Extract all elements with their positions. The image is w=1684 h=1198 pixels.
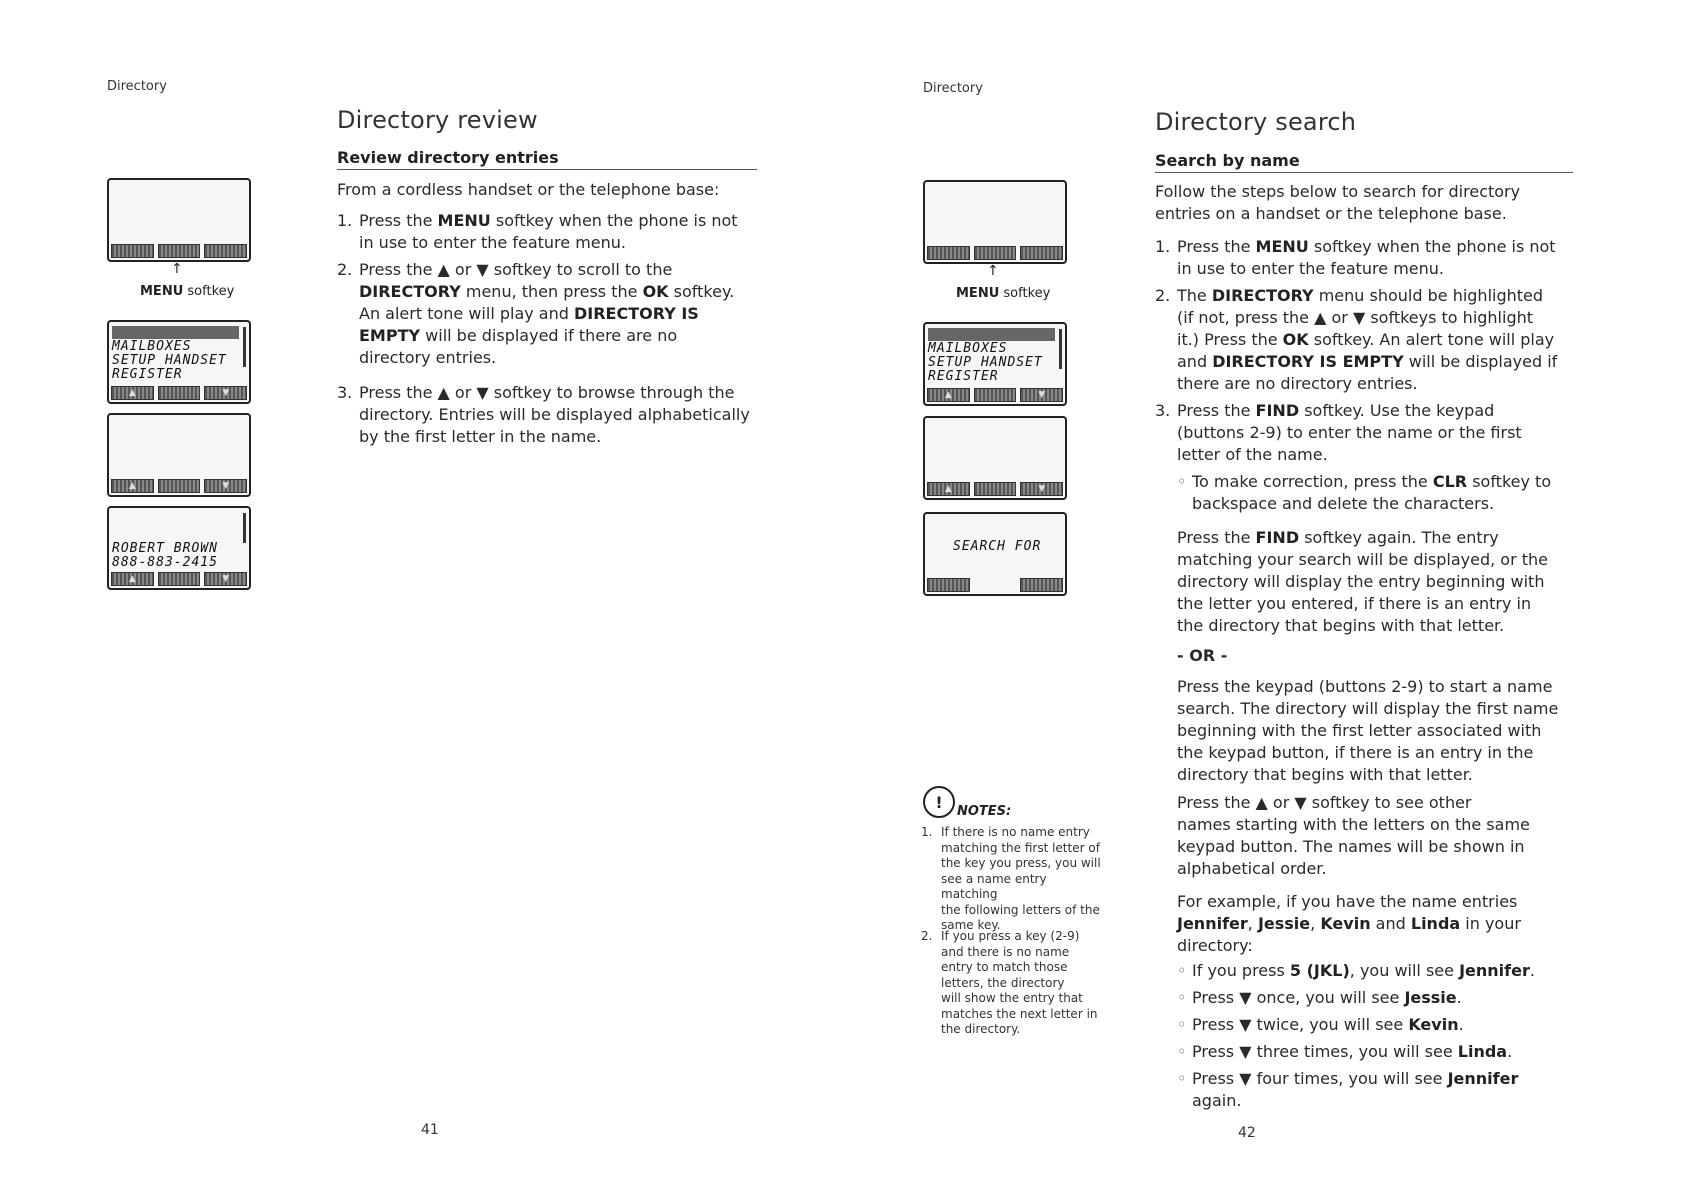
highlighted-menu-row (928, 328, 1055, 341)
bullet-line: To make correction, press the CLR softkey to (1192, 472, 1552, 491)
step-line: The DIRECTORY menu should be highlighted (1177, 286, 1544, 305)
softkey-icon (158, 386, 201, 400)
or-separator: - OR - (1177, 646, 1228, 665)
down-arrow-softkey-icon: ▼ (204, 572, 247, 586)
phone-screen-search (923, 512, 1067, 596)
phone-screen-blank (923, 416, 1067, 500)
bullet-line: backspace and delete the characters. (1192, 494, 1495, 513)
lcd-line: MAILBOXES (112, 339, 192, 354)
bullet-icon: ◦ (1177, 961, 1187, 980)
find-again-paragraph: Press the FIND softkey again. The entry matching your search will be displayed, or the directory will display the entry beginning with the letter you entered, if there is an entry in the directory that begins with that letter. (1177, 528, 1549, 635)
example-bullet: ◦ Press ▼ twice, you will see Kevin. (1177, 1015, 1464, 1034)
step-number: 3. (337, 383, 353, 402)
bullet-icon: ◦ (1177, 1069, 1187, 1088)
step-line: EMPTY will be displayed if there are no (359, 326, 678, 345)
section-rule-right (1155, 172, 1573, 173)
intro-text-right: Follow the steps below to search for directory entries on a handset or the telephone base. (1155, 182, 1521, 223)
step-number: 1. (337, 211, 353, 230)
step-line: and DIRECTORY IS EMPTY will be displayed if (1177, 352, 1558, 371)
phone-screen-idle (923, 180, 1067, 264)
page-number-right: 42 (1238, 1125, 1256, 1141)
up-arrow-softkey-icon: ▲ (111, 386, 154, 400)
phone-screen-entry (107, 506, 251, 590)
softkey-icon (927, 246, 970, 260)
step-number: 3. (1155, 401, 1171, 420)
step-line: Press the FIND softkey. Use the keypad (1177, 401, 1495, 420)
softkey-icon (158, 479, 201, 493)
highlighted-menu-row (112, 326, 239, 339)
notes-icon: ! (923, 786, 955, 818)
bullet-icon: ◦ (1177, 988, 1187, 1007)
lcd-line: SETUP HANDSET (928, 355, 1043, 370)
scrollbar-icon (1059, 329, 1062, 369)
step-line: letter of the name. (1177, 445, 1328, 464)
note-number: 2. (921, 929, 933, 943)
up-arrow-softkey-icon: ▲ (927, 388, 970, 402)
bullet-icon: ◦ (1177, 472, 1187, 491)
page-number-left: 41 (421, 1122, 439, 1138)
step-1-right (1155, 236, 1595, 280)
lcd-line: REGISTER (112, 367, 183, 382)
step-line: by the first letter in the name. (359, 427, 602, 446)
step-3-left (337, 382, 767, 448)
step-number: 2. (337, 260, 353, 279)
softkey-icon (974, 246, 1017, 260)
softkey-icon (1020, 578, 1063, 592)
step-line: it.) Press the OK softkey. An alert tone will play (1177, 330, 1555, 349)
step-line: Press the ▲ or ▼ softkey to browse through the (359, 383, 735, 402)
down-arrow-softkey-icon: ▼ (204, 479, 247, 493)
lcd-line: SETUP HANDSET (112, 353, 227, 368)
menu-softkey-caption: MENU softkey (956, 286, 1051, 301)
softkey-icon (1020, 246, 1063, 260)
page-title-right: Directory search (1155, 108, 1357, 136)
lcd-line: 888-883-2415 (112, 555, 218, 570)
section-rule-left (337, 169, 757, 170)
lcd-line: ROBERT BROWN (112, 541, 218, 556)
example-bullet: ◦ Press ▼ once, you will see Jessie. (1177, 988, 1462, 1007)
down-arrow-softkey-icon: ▼ (1020, 388, 1063, 402)
softkey-icon (927, 578, 970, 592)
step-line: in use to enter the feature menu. (1177, 259, 1444, 278)
step-number: 1. (1155, 237, 1171, 256)
step-line: (buttons 2-9) to enter the name or the first (1177, 423, 1522, 442)
page-header-right: Directory (923, 81, 983, 96)
phone-screen-menu (923, 322, 1067, 406)
example-paragraph: For example, if you have the name entries Jennifer, Jessie, Kevin and Linda in your directory: (1177, 892, 1521, 955)
note-item: 2. If you press a key (2-9) and there is no name entry to match those letters, the directory will show the entry that matches the next letter in the directory. (921, 929, 1098, 1036)
softkey-icon (158, 244, 201, 258)
up-arrow-softkey-icon: ▲ (927, 482, 970, 496)
arrow-up-icon: ↑ (171, 261, 183, 277)
step-line: directory entries. (359, 348, 497, 367)
scrollbar-icon (243, 513, 246, 543)
arrow-paragraph: Press the ▲ or ▼ softkey to see other names starting with the letters on the same keypad button. The names will be shown in alphabetical order. (1177, 793, 1530, 878)
step-line: DIRECTORY menu, then press the OK softkey. (359, 282, 735, 301)
phone-screen-idle (107, 178, 251, 262)
step-line: (if not, press the ▲ or ▼ softkeys to highlight (1177, 308, 1534, 327)
step-line: An alert tone will play and DIRECTORY IS (359, 304, 699, 323)
phone-screen-menu (107, 320, 251, 404)
keypad-paragraph: Press the keypad (buttons 2-9) to start a name search. The directory will display the first name beginning with the first letter associated with the keypad button, if there is an entry in the directory that begins with that letter. (1177, 677, 1559, 784)
lcd-line: REGISTER (928, 369, 999, 384)
up-arrow-softkey-icon: ▲ (111, 572, 154, 586)
bullet-icon: ◦ (1177, 1042, 1187, 1061)
notes-title: NOTES: (957, 804, 1012, 819)
bullet-icon: ◦ (1177, 1015, 1187, 1034)
step-number: 2. (1155, 286, 1171, 305)
step-line: there are no directory entries. (1177, 374, 1418, 393)
note-number: 1. (921, 825, 933, 839)
step-3-right (1155, 400, 1595, 466)
softkey-icon (974, 482, 1017, 496)
section-subheading-right: Search by name (1155, 151, 1300, 170)
arrow-up-icon: ↑ (987, 263, 999, 279)
page-title-left: Directory review (337, 106, 538, 134)
correction-bullet (1177, 471, 1597, 515)
step-line: Press the MENU softkey when the phone is not (1177, 237, 1556, 256)
step-line: directory. Entries will be displayed alphabetically (359, 405, 750, 424)
menu-softkey-caption: MENU softkey (140, 284, 235, 299)
softkey-icon (111, 244, 154, 258)
step-line: Press the MENU softkey when the phone is not (359, 211, 738, 230)
step-line: in use to enter the feature menu. (359, 233, 626, 252)
example-bullet: ◦ If you press 5 (JKL), you will see Jennifer. (1177, 961, 1535, 980)
note-item: 1. If there is no name entry matching the first letter of the key you press, you will see a name entry matching the following letters of the same key. (921, 825, 1101, 932)
intro-text-left: From a cordless handset or the telephone base: (337, 180, 720, 199)
phone-screen-blank (107, 413, 251, 497)
example-bullet: ◦ Press ▼ three times, you will see Linda. (1177, 1042, 1513, 1061)
step-2-left (337, 259, 767, 369)
step-2-right (1155, 285, 1595, 395)
step-line: Press the ▲ or ▼ softkey to scroll to the (359, 260, 673, 279)
softkey-icon (158, 572, 201, 586)
scrollbar-icon (243, 327, 246, 367)
step-1-left (337, 210, 767, 254)
up-arrow-softkey-icon: ▲ (111, 479, 154, 493)
lcd-line: SEARCH FOR (953, 539, 1042, 554)
page-header-left: Directory (107, 79, 167, 94)
softkey-icon (974, 388, 1017, 402)
lcd-line: MAILBOXES (928, 341, 1008, 356)
down-arrow-softkey-icon: ▼ (204, 386, 247, 400)
down-arrow-softkey-icon: ▼ (1020, 482, 1063, 496)
section-subheading-left: Review directory entries (337, 148, 559, 167)
example-bullet: ◦ Press ▼ four times, you will see Jennifer again. (1177, 1069, 1519, 1110)
softkey-icon (204, 244, 247, 258)
